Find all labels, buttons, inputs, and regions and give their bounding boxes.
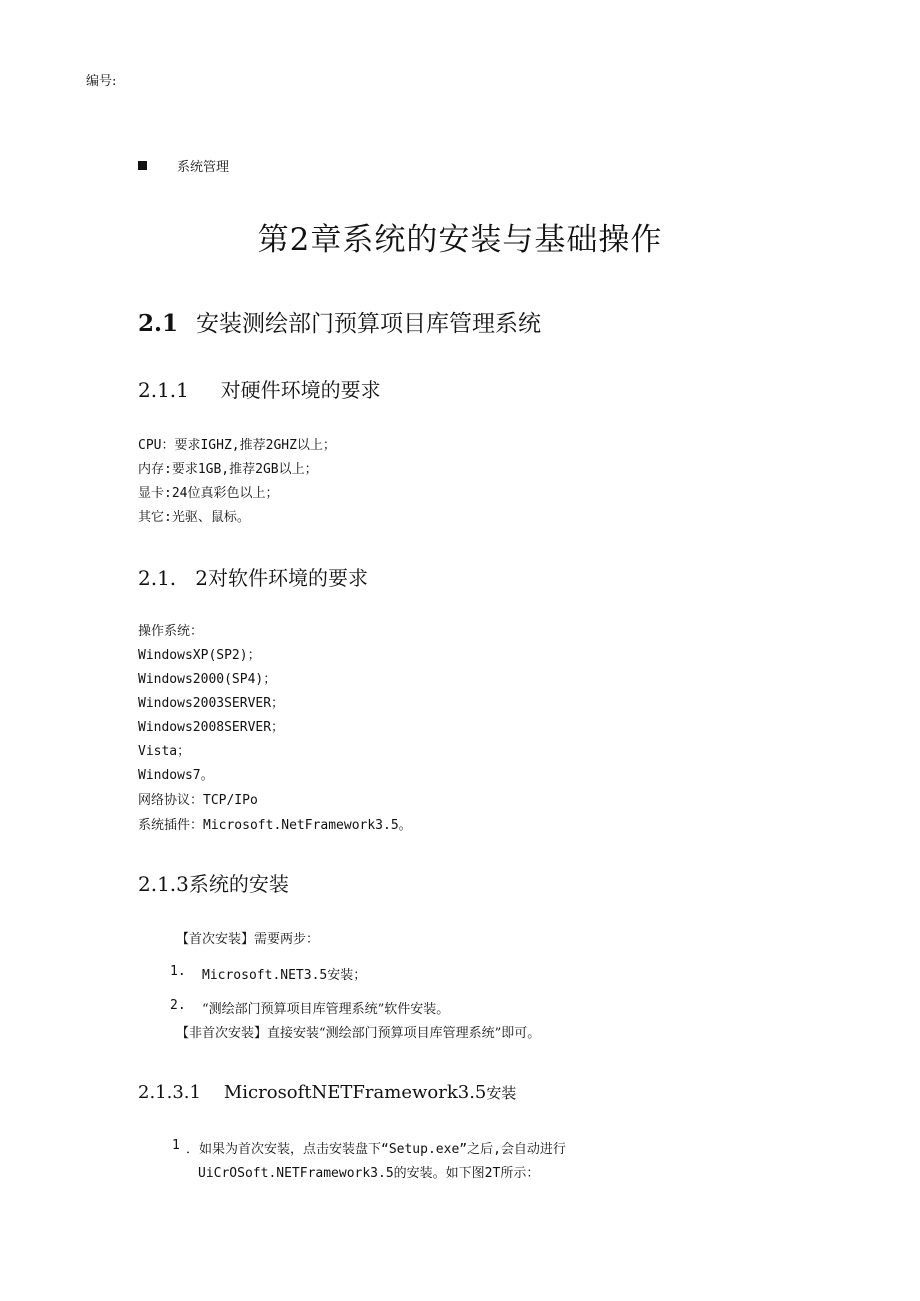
square-bullet-icon	[138, 161, 147, 170]
list-item: Microsoft.NET3.5安装；	[202, 968, 367, 983]
chapter-title: 第2章系统的安装与基础操作	[257, 222, 663, 258]
software-line: 操作系统：	[138, 624, 204, 639]
list-number: 2.	[170, 998, 186, 1013]
running-header	[138, 156, 229, 175]
list-item: “测绘部门预算项目库管理系统”软件安装。	[202, 1002, 450, 1017]
software-line: 系统插件：Microsoft.NetFramework3.5。	[138, 818, 412, 833]
hardware-line: 内存:要求1GB,推荐2GB以上；	[138, 462, 318, 477]
paragraph-line: ．如果为首次安装，点击安装盘下“Setup.exe”之后,会自动进行	[186, 1142, 566, 1157]
section-title	[138, 305, 541, 338]
hardware-line: 显卡:24位真彩色以上；	[138, 486, 279, 501]
hardware-line: CPU：要求IGHZ,推荐2GHZ以上；	[138, 438, 336, 453]
software-line: Windows2003SERVER；	[138, 696, 285, 711]
hardware-heading: 2.1.1 对硬件环境的要求	[138, 378, 381, 402]
netfx-heading-main: 2.1.3.1 MicrosoftNETFramework3.5	[138, 1082, 487, 1103]
software-line: Windows7。	[138, 768, 214, 783]
software-line: WindowsXP(SP2)；	[138, 648, 261, 663]
hardware-line: 其它:光驱、鼠标。	[138, 510, 250, 525]
section-number: 2.1	[138, 310, 179, 337]
software-line: Windows2000(SP4)；	[138, 672, 277, 687]
netfx-heading	[138, 1082, 516, 1103]
first-install-note: 【首次安装】需要两步：	[176, 932, 320, 947]
software-line: 网络协议：TCP/IPo	[138, 793, 258, 808]
paragraph-line: UiCrOSoft.NETFramework3.5的安装。如下图2T所示：	[198, 1166, 540, 1181]
paragraph-number: 1	[172, 1138, 180, 1153]
non-first-install-note: 【非首次安装】直接安装“测绘部门预算项目库管理系统”即可。	[176, 1026, 541, 1041]
running-header-title: 系统管理	[177, 160, 230, 175]
serial-number-label: 编号:	[86, 74, 117, 89]
section-title-text: 安装测绘部门预算项目库管理系统	[196, 311, 542, 337]
software-line: Windows2008SERVER；	[138, 720, 285, 735]
list-number: 1.	[170, 964, 186, 979]
software-heading: 2.1. 2对软件环境的要求	[138, 566, 368, 590]
software-line: Vista；	[138, 744, 191, 759]
install-heading: 2.1.3系统的安装	[138, 872, 289, 896]
netfx-heading-suffix: 安装	[486, 1084, 517, 1102]
